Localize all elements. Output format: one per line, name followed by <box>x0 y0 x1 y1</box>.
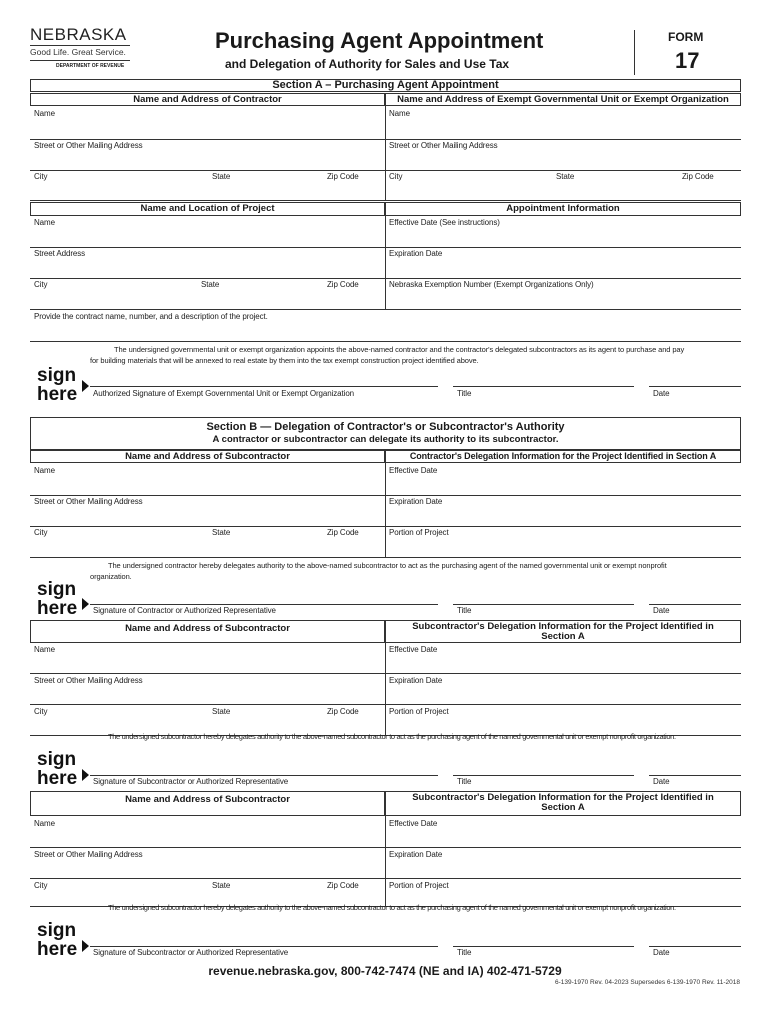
sub1-city-label: City <box>34 528 48 537</box>
sub2-name-label: Name <box>34 645 55 654</box>
signature-label-b3: Signature of Subcontractor or Authorized Representative <box>93 948 289 957</box>
logo-state: NEBRASKA <box>30 25 127 44</box>
sub1-city-field[interactable] <box>30 527 385 558</box>
sign-arrow-icon <box>82 940 89 952</box>
logo-rule <box>30 45 130 46</box>
project-name-label: Name <box>34 218 55 227</box>
here-word: here <box>37 384 78 405</box>
exempt-street-field[interactable] <box>385 140 741 171</box>
sub1-portion-field[interactable] <box>385 527 741 558</box>
signature-label-b2: Signature of Subcontractor or Authorized Representative <box>93 777 289 786</box>
sign-here-a <box>37 366 77 404</box>
contractor-header: Name and Address of Contractor <box>133 94 282 105</box>
sub2-expiration-label: Expiration Date <box>389 676 443 685</box>
sign-here-b3 <box>37 921 77 959</box>
sub1-effective-label: Effective Date <box>389 466 438 475</box>
sub-header-2: Name and Address of Subcontractor <box>125 623 290 634</box>
here-word: here <box>37 939 78 960</box>
sign-arrow-icon <box>82 769 89 781</box>
project-street-label: Street Address <box>34 249 86 258</box>
contract-desc-label: Provide the contract name, number, and a description of the project. <box>34 312 268 321</box>
exempt-zip-label: Zip Code <box>682 172 714 181</box>
project-zip-label: Zip Code <box>327 280 359 289</box>
contractor-state-label: State <box>212 172 231 181</box>
expiration-date-field[interactable] <box>385 248 741 279</box>
contractor-street-label: Street or Other Mailing Address <box>34 141 143 150</box>
form-title: Purchasing Agent Appointment <box>215 28 544 53</box>
date-line-b3[interactable] <box>649 946 741 947</box>
sub1-effective-field[interactable] <box>385 465 741 496</box>
date-label-b2: Date <box>653 777 670 786</box>
section-b-subtitle: A contractor or subcontractor can delegate its authority to its subcontractor. <box>212 434 559 445</box>
contractor-name-label: Name <box>34 109 55 118</box>
sub-header-3: Name and Address of Subcontractor <box>125 794 290 805</box>
contractor-zip-label: Zip Code <box>327 172 359 181</box>
section-b-statement-3: The undersigned subcontractor hereby delegates authority to the above-named subcontractor to act as the purchasing agent of the named governmental unit or exempt nonprofit organization. <box>108 903 676 912</box>
title-line-b2[interactable] <box>453 775 634 776</box>
sub2-street-label: Street or Other Mailing Address <box>34 676 143 685</box>
title-line-b3[interactable] <box>453 946 634 947</box>
sub3-expiration-label: Expiration Date <box>389 850 443 859</box>
logo-rule-2 <box>30 60 130 61</box>
sub2-name-field[interactable] <box>30 644 385 674</box>
sub1-name-label: Name <box>34 466 55 475</box>
sub1-zip-label: Zip Code <box>327 528 359 537</box>
date-label-b3: Date <box>653 948 670 957</box>
contractor-name-field[interactable] <box>30 108 385 140</box>
sub1-street-field[interactable] <box>30 496 385 527</box>
form-divider <box>634 30 635 75</box>
sub2-effective-label: Effective Date <box>389 645 438 654</box>
title-line-a[interactable] <box>453 386 634 387</box>
section-b-statement-2: The undersigned subcontractor hereby delegates authority to the above-named subcontractor to act as the purchasing agent of the named governmental unit or exempt nonprofit organization. <box>108 732 676 741</box>
exempt-header: Name and Address of Exempt Governmental Unit or Exempt Organization <box>397 94 729 105</box>
section-b-statement-1: The undersigned contractor hereby delegates authority to the above-named subcontractor to act as the purchasing agent of the named governmental unit or exempt nonprofit organization. <box>90 561 667 581</box>
effective-date-label: Effective Date (See instructions) <box>389 218 500 227</box>
sub3-street-field[interactable] <box>30 848 385 879</box>
section-a-statement: The undersigned governmental unit or exempt organization appoints the above-named contractor and the contractor's delegated subcontractors as its agent to purchase and pay for building materials that will be annexed to real estate by them into the tax exempt construction project identified above. <box>90 345 685 365</box>
form-label: FORM <box>668 30 704 44</box>
sub1-name-field[interactable] <box>30 465 385 496</box>
project-header: Name and Location of Project <box>140 203 275 214</box>
sign-word: sign <box>37 579 77 600</box>
signature-line-b1[interactable] <box>90 604 438 605</box>
sub2-state-label: State <box>212 707 231 716</box>
title-line-b1[interactable] <box>453 604 634 605</box>
section-b-title: Section B — Delegation of Contractor's or Subcontractor's Authority <box>206 421 565 433</box>
title-label-a: Title <box>457 389 472 398</box>
sign-word: sign <box>37 749 77 770</box>
project-city-field[interactable] <box>30 279 385 310</box>
sub2-effective-field[interactable] <box>385 644 741 674</box>
project-name-field[interactable] <box>30 217 385 248</box>
title-label-b3: Title <box>457 948 472 957</box>
sub3-zip-label: Zip Code <box>327 881 359 890</box>
exemption-number-field[interactable] <box>385 279 741 310</box>
project-street-field[interactable] <box>30 248 385 279</box>
sub3-state-label: State <box>212 881 231 890</box>
exempt-name-label: Name <box>389 109 410 118</box>
contract-desc-field[interactable] <box>30 310 741 342</box>
signature-line-b3[interactable] <box>90 946 438 947</box>
contractor-street-field[interactable] <box>30 140 385 171</box>
sub1-portion-label: Portion of Project <box>389 528 449 537</box>
here-word: here <box>37 598 78 619</box>
title-label-b1: Title <box>457 606 472 615</box>
sub2-expiration-field[interactable] <box>385 674 741 705</box>
date-label-a: Date <box>653 389 670 398</box>
signature-label-b1: Signature of Contractor or Authorized Representative <box>93 606 276 615</box>
exempt-city-field[interactable] <box>385 171 741 201</box>
sub1-state-label: State <box>212 528 231 537</box>
sub-header-1: Name and Address of Subcontractor <box>125 451 290 462</box>
date-line-a[interactable] <box>649 386 741 387</box>
here-word: here <box>37 768 78 789</box>
sign-here-b2 <box>37 750 77 788</box>
form-subtitle: and Delegation of Authority for Sales and Use Tax <box>225 57 510 71</box>
sub3-effective-field[interactable] <box>385 818 741 848</box>
exemption-number-label: Nebraska Exemption Number (Exempt Organizations Only) <box>389 280 594 289</box>
sub3-name-label: Name <box>34 819 55 828</box>
delegation-header-3: Subcontractor's Delegation Information for the Project Identified in Section A <box>412 792 714 813</box>
sub2-portion-label: Portion of Project <box>389 707 449 716</box>
sub1-expiration-field[interactable] <box>385 496 741 527</box>
sub3-name-field[interactable] <box>30 818 385 848</box>
sub3-portion-label: Portion of Project <box>389 881 449 890</box>
sign-arrow-icon <box>82 380 89 392</box>
sub3-effective-label: Effective Date <box>389 819 438 828</box>
sign-here-b1 <box>37 580 77 618</box>
project-state-label: State <box>201 280 220 289</box>
sub2-street-field[interactable] <box>30 674 385 705</box>
exempt-city-label: City <box>389 172 403 181</box>
appointment-header: Appointment Information <box>506 203 620 214</box>
exempt-name-field[interactable] <box>385 108 741 140</box>
title-label-b2: Title <box>457 777 472 786</box>
sub1-street-label: Street or Other Mailing Address <box>34 497 143 506</box>
sub3-city-label: City <box>34 881 48 890</box>
date-label-b1: Date <box>653 606 670 615</box>
effective-date-field[interactable] <box>385 217 741 248</box>
sub2-zip-label: Zip Code <box>327 707 359 716</box>
signature-line-a[interactable] <box>90 386 438 387</box>
sign-word: sign <box>37 365 77 386</box>
date-line-b1[interactable] <box>649 604 741 605</box>
delegation-header-2: Subcontractor's Delegation Information for the Project Identified in Section A <box>412 621 714 642</box>
delegation-header-1: Contractor's Delegation Information for the Project Identified in Section A <box>409 451 717 461</box>
footer-contact: revenue.nebraska.gov, 800-742-7474 (NE and IA) 402-471-5729 <box>208 964 562 978</box>
exempt-street-label: Street or Other Mailing Address <box>389 141 498 150</box>
sub3-street-label: Street or Other Mailing Address <box>34 850 143 859</box>
logo-dept: DEPARTMENT OF REVENUE <box>56 63 125 69</box>
logo-tagline: Good Life. Great Service. <box>30 47 126 57</box>
exempt-state-label: State <box>556 172 575 181</box>
footer-revision: 6-139-1970 Rev. 04-2023 Supersedes 6-139-1970 Rev. 11-2018 <box>554 979 740 986</box>
sub1-expiration-label: Expiration Date <box>389 497 443 506</box>
date-line-b2[interactable] <box>649 775 741 776</box>
form-number: 17 <box>675 48 700 73</box>
section-a-title: Section A – Purchasing Agent Appointment <box>272 79 499 91</box>
contractor-city-field[interactable] <box>30 171 385 201</box>
signature-label-a: Authorized Signature of Exempt Governmental Unit or Exempt Organization <box>93 389 355 398</box>
signature-line-b2[interactable] <box>90 775 438 776</box>
sub2-city-label: City <box>34 707 48 716</box>
sign-word: sign <box>37 920 77 941</box>
expiration-date-label: Expiration Date <box>389 249 443 258</box>
sub3-expiration-field[interactable] <box>385 848 741 879</box>
contractor-city-label: City <box>34 172 48 181</box>
project-city-label: City <box>34 280 48 289</box>
logo <box>30 26 140 76</box>
sign-arrow-icon <box>82 598 89 610</box>
